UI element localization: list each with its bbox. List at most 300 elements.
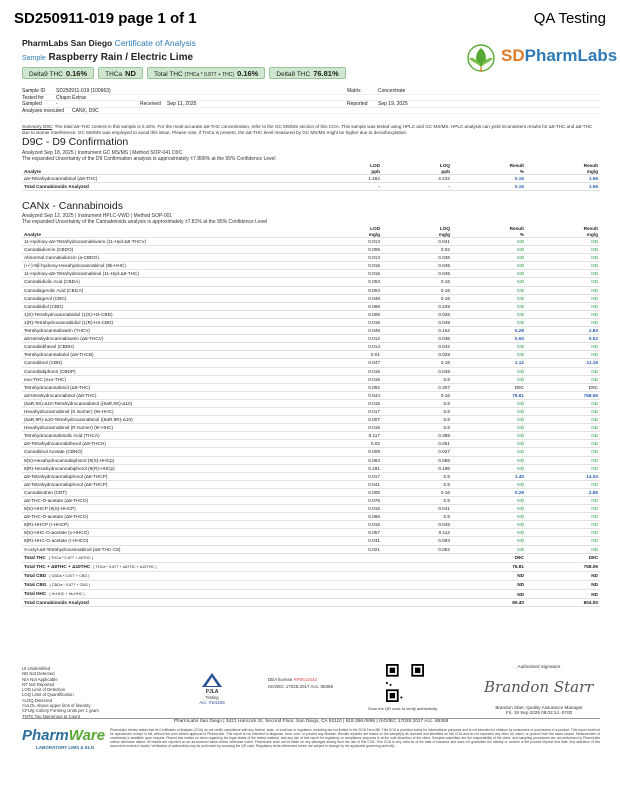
value-cell: 0.015 xyxy=(322,270,382,278)
value-cell: 0.031 xyxy=(322,537,382,545)
analyte-name: Tetrahydrocannabutol (Δ9-THCB) xyxy=(22,351,322,359)
badge-value: 0.16% xyxy=(237,69,259,78)
value-cell: ND xyxy=(452,537,526,545)
column-header: LOQ mg/g xyxy=(382,226,452,238)
value-cell: 0.16 xyxy=(452,183,526,191)
lab-address: PharmLabs San Diego | 3421 Hancock St, Second Floor, San Diego, CA 92110 | 619.356.0898 | ISO/IEC 17025:2017 Acc. 85368 xyxy=(173,719,449,724)
analyte-name: Hexahydrocannabinol (S Isomer) (9s-HHC) xyxy=(22,407,322,415)
value-cell: 0.016 xyxy=(322,375,382,383)
meta-label: Received xyxy=(140,101,161,108)
value-cell xyxy=(322,590,382,599)
value-cell: 0.065 xyxy=(382,456,452,464)
analyte-name: Δ9-Tetrahydrocannabiphorol (Δ9-THCP) xyxy=(22,472,322,480)
total-mg: ND xyxy=(526,580,600,589)
value-cell: 0.053 xyxy=(322,286,382,294)
legend-item: LOQ Limit of Quantification xyxy=(22,692,74,698)
badge-note: (THCa * 0.877 + THC) xyxy=(184,72,235,78)
meta-label: Sample ID xyxy=(22,88,46,94)
total-label-cell xyxy=(22,580,322,589)
received-value: Sep 11, 2025 xyxy=(167,101,197,108)
value-cell: 0.015 xyxy=(322,399,382,407)
value-cell: 0.045 xyxy=(382,270,452,278)
value-cell: ND xyxy=(526,262,600,270)
pharmware-subtitle: LABORATORY LIMS & ELN xyxy=(36,745,94,750)
document-type: Certificate of Analysis xyxy=(114,38,196,48)
value-cell: ND xyxy=(452,448,526,456)
value-cell: ND xyxy=(452,375,526,383)
legend-item: NT Not Reported xyxy=(22,681,55,687)
value-cell: ND xyxy=(452,521,526,529)
analyte-name: 11-Hydroxy-Δ8-Tetrahydrocannabivarin (11-Hyd-Δ8-THCV) xyxy=(22,238,322,246)
leaf-logo-icon xyxy=(463,40,499,74)
total-percent: ND xyxy=(452,590,526,599)
table-row xyxy=(22,505,600,513)
table-row xyxy=(22,318,600,326)
table-row xyxy=(22,246,600,254)
dea-label: DEA license xyxy=(268,677,293,682)
badge-label: Total THC xyxy=(153,71,183,78)
sample-line xyxy=(22,52,193,63)
logo-wordmark xyxy=(501,46,617,66)
analyte-name: Cannabidiolic Acid (CBDA) xyxy=(22,278,322,286)
value-cell: 0.045 xyxy=(382,262,452,270)
analyte-name: (+/-)-9β-hydroxy-Hexahydrocannabinol (9b-HHC) xyxy=(22,262,322,270)
analyte-name: Hexahydrocannabinol (R Isomer) (9r-HHC) xyxy=(22,424,322,432)
value-cell: ND xyxy=(526,424,600,432)
value-cell: ND xyxy=(526,254,600,262)
value-cell: 5.02 xyxy=(526,335,600,343)
badge-value: 76.81% xyxy=(313,69,339,78)
value-cell: 0.008 xyxy=(322,310,382,318)
canx-section-title: CANx - Cannabinoids xyxy=(22,200,123,212)
badge-delta8-thc xyxy=(269,67,345,79)
column-header: LOQ ppb xyxy=(382,163,452,175)
value-cell: ND xyxy=(452,262,526,270)
value-cell: ND xyxy=(452,294,526,302)
value-cell: 0.026 xyxy=(382,310,452,318)
value-cell: 0.006 xyxy=(322,246,382,254)
total-row xyxy=(22,571,600,580)
total-row xyxy=(22,553,600,562)
analyte-name: Cannabigerol (CBG) xyxy=(22,294,322,302)
value-cell: 0.029 xyxy=(382,351,452,359)
value-cell: ND xyxy=(452,545,526,553)
analyte-name: Cannabidiol (CBD) xyxy=(22,302,322,310)
value-cell: ND xyxy=(452,246,526,254)
value-cell: ND xyxy=(452,399,526,407)
value-cell: ND xyxy=(452,440,526,448)
value-cell: 14.04 xyxy=(526,472,600,480)
table-row xyxy=(22,351,600,359)
table-row xyxy=(22,327,600,335)
value-cell: 0.012 xyxy=(322,335,382,343)
analyte-name: Tetrahydrocannabinolic Acid (THCA) xyxy=(22,432,322,440)
value-cell: 0.007 xyxy=(322,416,382,424)
total-formula: ( CBDa * 0.877 + CBD ) xyxy=(49,573,90,578)
value-cell: 0.229 xyxy=(382,302,452,310)
value-cell: 0.014 xyxy=(322,343,382,351)
value-cell: - xyxy=(382,183,452,191)
total-row xyxy=(22,562,600,571)
value-cell: ND xyxy=(452,310,526,318)
sample-label: Sample xyxy=(22,55,46,62)
value-cell: 76.81 xyxy=(452,391,526,399)
value-cell: 0.16 xyxy=(452,175,526,183)
legal-disclaimer: PharmLabs hereby states that its Certificates of Analysis (COA) do not certify compliance with any federal, state, or local law or regulation, including but not limited to the 2018 Farm Bill. This COA is provided solely for informational purposes and is not intended for reliance by consumers or purchasers of a product. This report shall not be reproduced, except in full, without the prior written approval of PharmLabs. This report is not intended to diagnose, treat, cure, or prevent any disease. Results reported are based on the sample(s) as received and identified on this COA and do not represent any other lot, batch, or product from the same source. Measurement of uncertainty is available upon request. PharmLabs makes no claim regarding the legal status of the tested material, and any use of this report for regulatory or compliance purposes is at the sole discretion of the client. Samples submitted are the responsibility of the client, and sampling procedures are not performed by PharmLabs unless otherwise stated. All results are reported on an as-received basis unless otherwise noted. PharmLabs shall not be liable for any damages arising from the use of this COA. This COA is only valid as of the date of issuance and does not guarantee the identity or content of the product beyond that date. Any alteration of this document renders it invalid. Verification of authenticity may be performed by scanning the QR code. Regulatory limits referenced herein are subject to change by the applicable governing authority. xyxy=(110,728,600,749)
value-cell: 1.56 xyxy=(526,183,600,191)
value-cell: 0.062 xyxy=(382,545,452,553)
document-id: SD250911-019 page 1 of 1 xyxy=(14,10,197,27)
value-cell: ND xyxy=(526,238,600,246)
legend-item: CFU/g Colony Forming Units per 1 gram xyxy=(22,708,99,714)
table-row xyxy=(22,367,600,375)
value-cell: ND xyxy=(526,529,600,537)
column-header: Analyte xyxy=(22,226,322,238)
value-cell: 0.066 xyxy=(322,513,382,521)
value-cell: 0.8 xyxy=(382,513,452,521)
value-cell: 0.036 xyxy=(382,335,452,343)
value-cell: 0.29 xyxy=(452,488,526,496)
analyte-name: exo-THC (exo-THC) xyxy=(22,375,322,383)
meta-label: Tested for xyxy=(22,94,44,101)
d9c-uncertainty: The expanded Uncertainty of the D9 Confirmation analysis is approximately ±7.806% at the 95% Confidence Level xyxy=(22,156,276,162)
value-cell: ND xyxy=(452,432,526,440)
value-cell: 4.432 xyxy=(382,175,452,183)
value-cell: ND xyxy=(452,254,526,262)
total-mg: ND xyxy=(526,590,600,599)
value-cell: 0.02 xyxy=(322,440,382,448)
table-row xyxy=(22,529,600,537)
badge-label: Delta8 THC xyxy=(276,71,311,78)
value-cell: ND xyxy=(526,513,600,521)
value-cell: ND xyxy=(526,521,600,529)
value-cell: 0.8 xyxy=(382,424,452,432)
pjla-logo-icon xyxy=(201,672,223,688)
value-cell xyxy=(382,580,452,589)
value-cell: 1.12 xyxy=(452,359,526,367)
table-row xyxy=(22,464,600,472)
value-cell: 0.50 xyxy=(452,335,526,343)
value-cell: 0.027 xyxy=(382,448,452,456)
meta-label: Analyses executed xyxy=(22,107,64,114)
column-header: Result mg/g xyxy=(526,226,600,238)
value-cell: ND xyxy=(452,318,526,326)
meta-row xyxy=(22,101,600,108)
value-cell: ND xyxy=(452,497,526,505)
total-row xyxy=(22,590,600,599)
pjla-sub: Testing xyxy=(205,695,219,700)
value-cell: 0.044 xyxy=(322,391,382,399)
value-cell: D9C xyxy=(452,383,526,391)
value-cell: 0.8 xyxy=(382,407,452,415)
table-row xyxy=(22,407,600,415)
value-cell: ND xyxy=(526,448,600,456)
value-cell: 2.86 xyxy=(526,488,600,496)
value-cell: 0.16 xyxy=(382,359,452,367)
total-label: Total HHC xyxy=(24,591,47,597)
legend-item: ND Not Detected xyxy=(22,671,55,677)
value-cell: ND xyxy=(526,310,600,318)
total-percent: 76.81 xyxy=(452,562,526,571)
analyte-name: Abnormal Cannabidiorcin (a-CBDO) xyxy=(22,254,322,262)
value-cell: 0.015 xyxy=(322,521,382,529)
value-cell: ND xyxy=(526,343,600,351)
meta-row xyxy=(22,108,600,115)
table-row xyxy=(22,416,600,424)
canx-uncertainty: The expanded Uncertainty of the Cannabinoids analysis is approximately ±7.81% at the 95% Confidence Level xyxy=(22,219,268,225)
value-cell: ND xyxy=(526,367,600,375)
value-cell: 0.049 xyxy=(382,367,452,375)
value-cell: 0.112 xyxy=(382,529,452,537)
total-mg: 768.06 xyxy=(526,562,600,571)
meta-label: Reported xyxy=(347,101,368,108)
value-cell: 0.8 xyxy=(382,375,452,383)
column-header: Result mg/g xyxy=(526,163,600,175)
value-cell: ND xyxy=(526,270,600,278)
value-cell: ND xyxy=(526,407,600,415)
table-row xyxy=(22,399,600,407)
value-cell: 0.057 xyxy=(322,529,382,537)
analyte-name: 1(S)-Tetrahydrocannabidiol (1(S)-H4-CBD) xyxy=(22,310,322,318)
analyte-name: Δ8-Tetrahydrocannabiphorol (Δ8-THCP) xyxy=(22,480,322,488)
value-cell: 0.093 xyxy=(382,537,452,545)
table-row xyxy=(22,278,600,286)
total-percent: 80.40 xyxy=(452,599,526,607)
analyses-value: CANX, D9C xyxy=(72,107,99,114)
column-header: Analyte xyxy=(22,163,322,175)
sample-metadata xyxy=(22,88,600,114)
value-cell: ND xyxy=(526,497,600,505)
reported-value: Sep 19, 2025 xyxy=(378,101,408,108)
value-cell: 0.049 xyxy=(322,327,382,335)
total-mg: D9C xyxy=(526,553,600,562)
value-cell: ND xyxy=(526,302,600,310)
legend-item: N/A Not Applicable xyxy=(22,676,58,682)
total-percent: D9C xyxy=(452,553,526,562)
total-mg: 804.00 xyxy=(526,599,600,607)
sample-name: Raspberry Rain / Electric Lime xyxy=(48,52,194,63)
analyte-name: Cannabinol (CBN) xyxy=(22,359,322,367)
value-cell: 0.16 xyxy=(382,488,452,496)
total-label: Total CBG xyxy=(24,581,47,587)
summary-label: Summary D9C xyxy=(22,124,53,129)
value-cell: ND xyxy=(526,246,600,254)
value-cell: ND xyxy=(452,464,526,472)
total-formula: ( 9r-HHC + 9s-HHC ) xyxy=(49,592,85,597)
badge-delta9-thc xyxy=(22,67,94,79)
value-cell: 0.117 xyxy=(322,432,382,440)
analyte-name: Tetrahydrocannabinol (Δ9-THC) xyxy=(22,383,322,391)
table-row xyxy=(22,448,600,456)
value-cell: 0.191 xyxy=(322,464,382,472)
value-cell xyxy=(322,562,382,571)
badge-label: THCa xyxy=(105,71,123,78)
value-cell: D9C xyxy=(526,383,600,391)
value-cell: 0.389 xyxy=(382,432,452,440)
value-cell: 0.076 xyxy=(322,497,382,505)
value-cell: 0.045 xyxy=(382,521,452,529)
value-cell xyxy=(382,571,452,580)
analyte-name: Cannabidiorcin (CBDO) xyxy=(22,246,322,254)
analyte-name: Δ9-Tetrahydrocannabihexol (Δ9-THCH) xyxy=(22,440,322,448)
total-label-cell xyxy=(22,571,322,580)
value-cell: 0.049 xyxy=(382,318,452,326)
value-cell xyxy=(322,571,382,580)
analyte-name: (6aR,9S)-Δ10-Tetrahydrocannabinol ((6aR,9S)-Δ10) xyxy=(22,399,322,407)
value-cell: ND xyxy=(452,351,526,359)
value-cell: ND xyxy=(452,456,526,464)
table-row xyxy=(22,432,600,440)
logo-sd: SD xyxy=(501,46,525,65)
analyte-name: Cannabinol Acetate (CBNO) xyxy=(22,448,322,456)
value-cell: ND xyxy=(452,505,526,513)
company-line xyxy=(22,38,196,48)
table-row xyxy=(22,335,600,343)
value-cell: ND xyxy=(452,270,526,278)
value-cell: 0.016 xyxy=(322,424,382,432)
table-row xyxy=(22,488,600,496)
table-row xyxy=(22,254,600,262)
column-header: Result % xyxy=(452,226,526,238)
total-label-cell xyxy=(22,599,322,607)
value-cell: ND xyxy=(526,537,600,545)
legend-item: TNTC Too Numerous to Count xyxy=(22,713,80,719)
column-header: LOD ppb xyxy=(322,163,382,175)
value-cell: 0.162 xyxy=(382,327,452,335)
analyte-name: 9(R)-HHC-O-acetate (r-HHCO) xyxy=(22,537,322,545)
summary-text: : The total Δ9-THC content in this sample is 0.16%. For the most accurate Δ9-THC concentration, refer to the GC MS/MS section of this COA. This sample was tested using HPLC and GC MS/MS. HPLC analysis can yield inconsistent results for Δ9-THC and Δ8-THC due to isomer interference. GC MS/MS was employed to avoid this issue. Please note, if THCa is present, the Δ9-THC level measured by GC MS/MS might be higher due to decarboxylation. xyxy=(22,124,593,135)
value-cell: 0.047 xyxy=(322,359,382,367)
value-cell xyxy=(382,562,452,571)
company-name: PharmLabs San Diego xyxy=(22,38,113,48)
table-row xyxy=(22,302,600,310)
value-cell: 0.16 xyxy=(382,391,452,399)
table-header-row xyxy=(22,226,600,238)
value-cell: ND xyxy=(452,343,526,351)
analyte-name: 9(R)-HHCP (r-HHCP) xyxy=(22,521,322,529)
value-cell: ND xyxy=(452,407,526,415)
pharmware-b: Ware xyxy=(68,727,106,744)
value-cell: 11.19 xyxy=(526,359,600,367)
analyte-name: 9(S)-Hexahydrocannabiphorol (9(S)-HHCp) xyxy=(22,456,322,464)
value-cell: 0.041 xyxy=(382,505,452,513)
analyte-name: Δ9-THC-O-acetate (Δ9-THCO) xyxy=(22,513,322,521)
table-row xyxy=(22,440,600,448)
value-cell: 0.196 xyxy=(382,464,452,472)
qa-testing-label: QA Testing xyxy=(533,10,606,27)
value-cell: 0.053 xyxy=(322,278,382,286)
table-row xyxy=(22,497,600,505)
value-cell: ND xyxy=(526,351,600,359)
abbreviation-legend xyxy=(22,666,99,719)
analyte-name: Total Cannabinoids Analyzed xyxy=(22,183,322,191)
value-cell: 0.021 xyxy=(322,545,382,553)
value-cell: ND xyxy=(526,456,600,464)
sampled-value: - xyxy=(56,101,58,108)
tested-for-value: Chapo Extrax xyxy=(56,94,87,101)
table-row xyxy=(22,480,600,488)
total-label: Total CBD xyxy=(24,572,47,578)
table-row xyxy=(22,456,600,464)
analyte-name: Δ8-tetrahydrocannabivarin (Δ8-THCV) xyxy=(22,335,322,343)
value-cell: 0.16 xyxy=(382,286,452,294)
legend-item: UI Unidentified xyxy=(22,666,51,671)
dea-license: RP0611043 xyxy=(293,677,317,682)
meta-label: Sampled xyxy=(22,101,42,108)
value-cell xyxy=(382,590,452,599)
value-cell: 0.28 xyxy=(452,327,526,335)
meta-row xyxy=(22,95,600,102)
matrix-value: Concentrate xyxy=(378,88,406,94)
total-formula: ( THCa * 0.877 + Δ9THC ) xyxy=(48,555,94,560)
value-cell: 0.063 xyxy=(322,456,382,464)
value-cell: 0.038 xyxy=(382,254,452,262)
pjla-name: PJLA xyxy=(205,689,219,695)
qr-caption: Scan the QR code to verify authenticity. xyxy=(368,706,438,711)
column-header: LOD mg/g xyxy=(322,226,382,238)
total-label: Total THC + Δ8THC + Δ10THC xyxy=(24,563,91,569)
table-row xyxy=(22,270,600,278)
analyte-name: Tetrahydrocannabivarin (THCV) xyxy=(22,327,322,335)
signature-heading: Authorised Signature xyxy=(517,664,561,669)
sample-id: SD250911-019 (100963) xyxy=(56,88,111,94)
value-cell: 0.069 xyxy=(322,302,382,310)
verification-qr-code[interactable] xyxy=(386,664,424,702)
value-cell: ND xyxy=(526,416,600,424)
value-cell: 0.8 xyxy=(382,416,452,424)
value-cell: ND xyxy=(452,302,526,310)
value-cell: 0.017 xyxy=(322,472,382,480)
value-cell: 0.016 xyxy=(322,367,382,375)
logo-pharmlabs: PharmLabs xyxy=(524,46,618,65)
value-cell: 0.8 xyxy=(382,399,452,407)
value-cell: 768.06 xyxy=(526,391,600,399)
value-cell: ND xyxy=(526,286,600,294)
value-cell: ND xyxy=(452,529,526,537)
badge-thca xyxy=(98,67,143,79)
table-row xyxy=(22,238,600,246)
value-cell: 0.017 xyxy=(322,407,382,415)
value-cell xyxy=(322,553,382,562)
value-cell: 1.40 xyxy=(452,472,526,480)
signature-date: Fri, 19 Sep 2025 09:02:14 -0700 xyxy=(505,710,573,716)
value-cell: ND xyxy=(526,294,600,302)
total-formula: ( CBGa * 0.877 + CBG ) xyxy=(49,582,91,587)
pjla-accreditation xyxy=(182,672,242,705)
table-row xyxy=(22,391,600,399)
table-row xyxy=(22,521,600,529)
meta-row xyxy=(22,88,600,95)
value-cell: 0.041 xyxy=(382,238,452,246)
table-row xyxy=(22,183,600,191)
table-row xyxy=(22,343,600,351)
value-cell: 0.307 xyxy=(382,383,452,391)
column-header: Result % xyxy=(452,163,526,175)
badge-total-thc xyxy=(147,67,265,79)
table-row xyxy=(22,262,600,270)
analyte-name: 9(S)-HHC-O-acetate (s-HHCO) xyxy=(22,529,322,537)
table-row xyxy=(22,424,600,432)
value-cell: 0.01 xyxy=(322,351,382,359)
table-row xyxy=(22,545,600,553)
value-cell: ND xyxy=(526,464,600,472)
total-label-cell xyxy=(22,562,322,571)
value-cell: 0.048 xyxy=(322,294,382,302)
value-cell: 0.8 xyxy=(382,472,452,480)
d9c-section-title: D9C - D9 Confirmation xyxy=(22,136,129,148)
value-cell: 0.092 xyxy=(322,383,382,391)
value-cell: ND xyxy=(452,278,526,286)
